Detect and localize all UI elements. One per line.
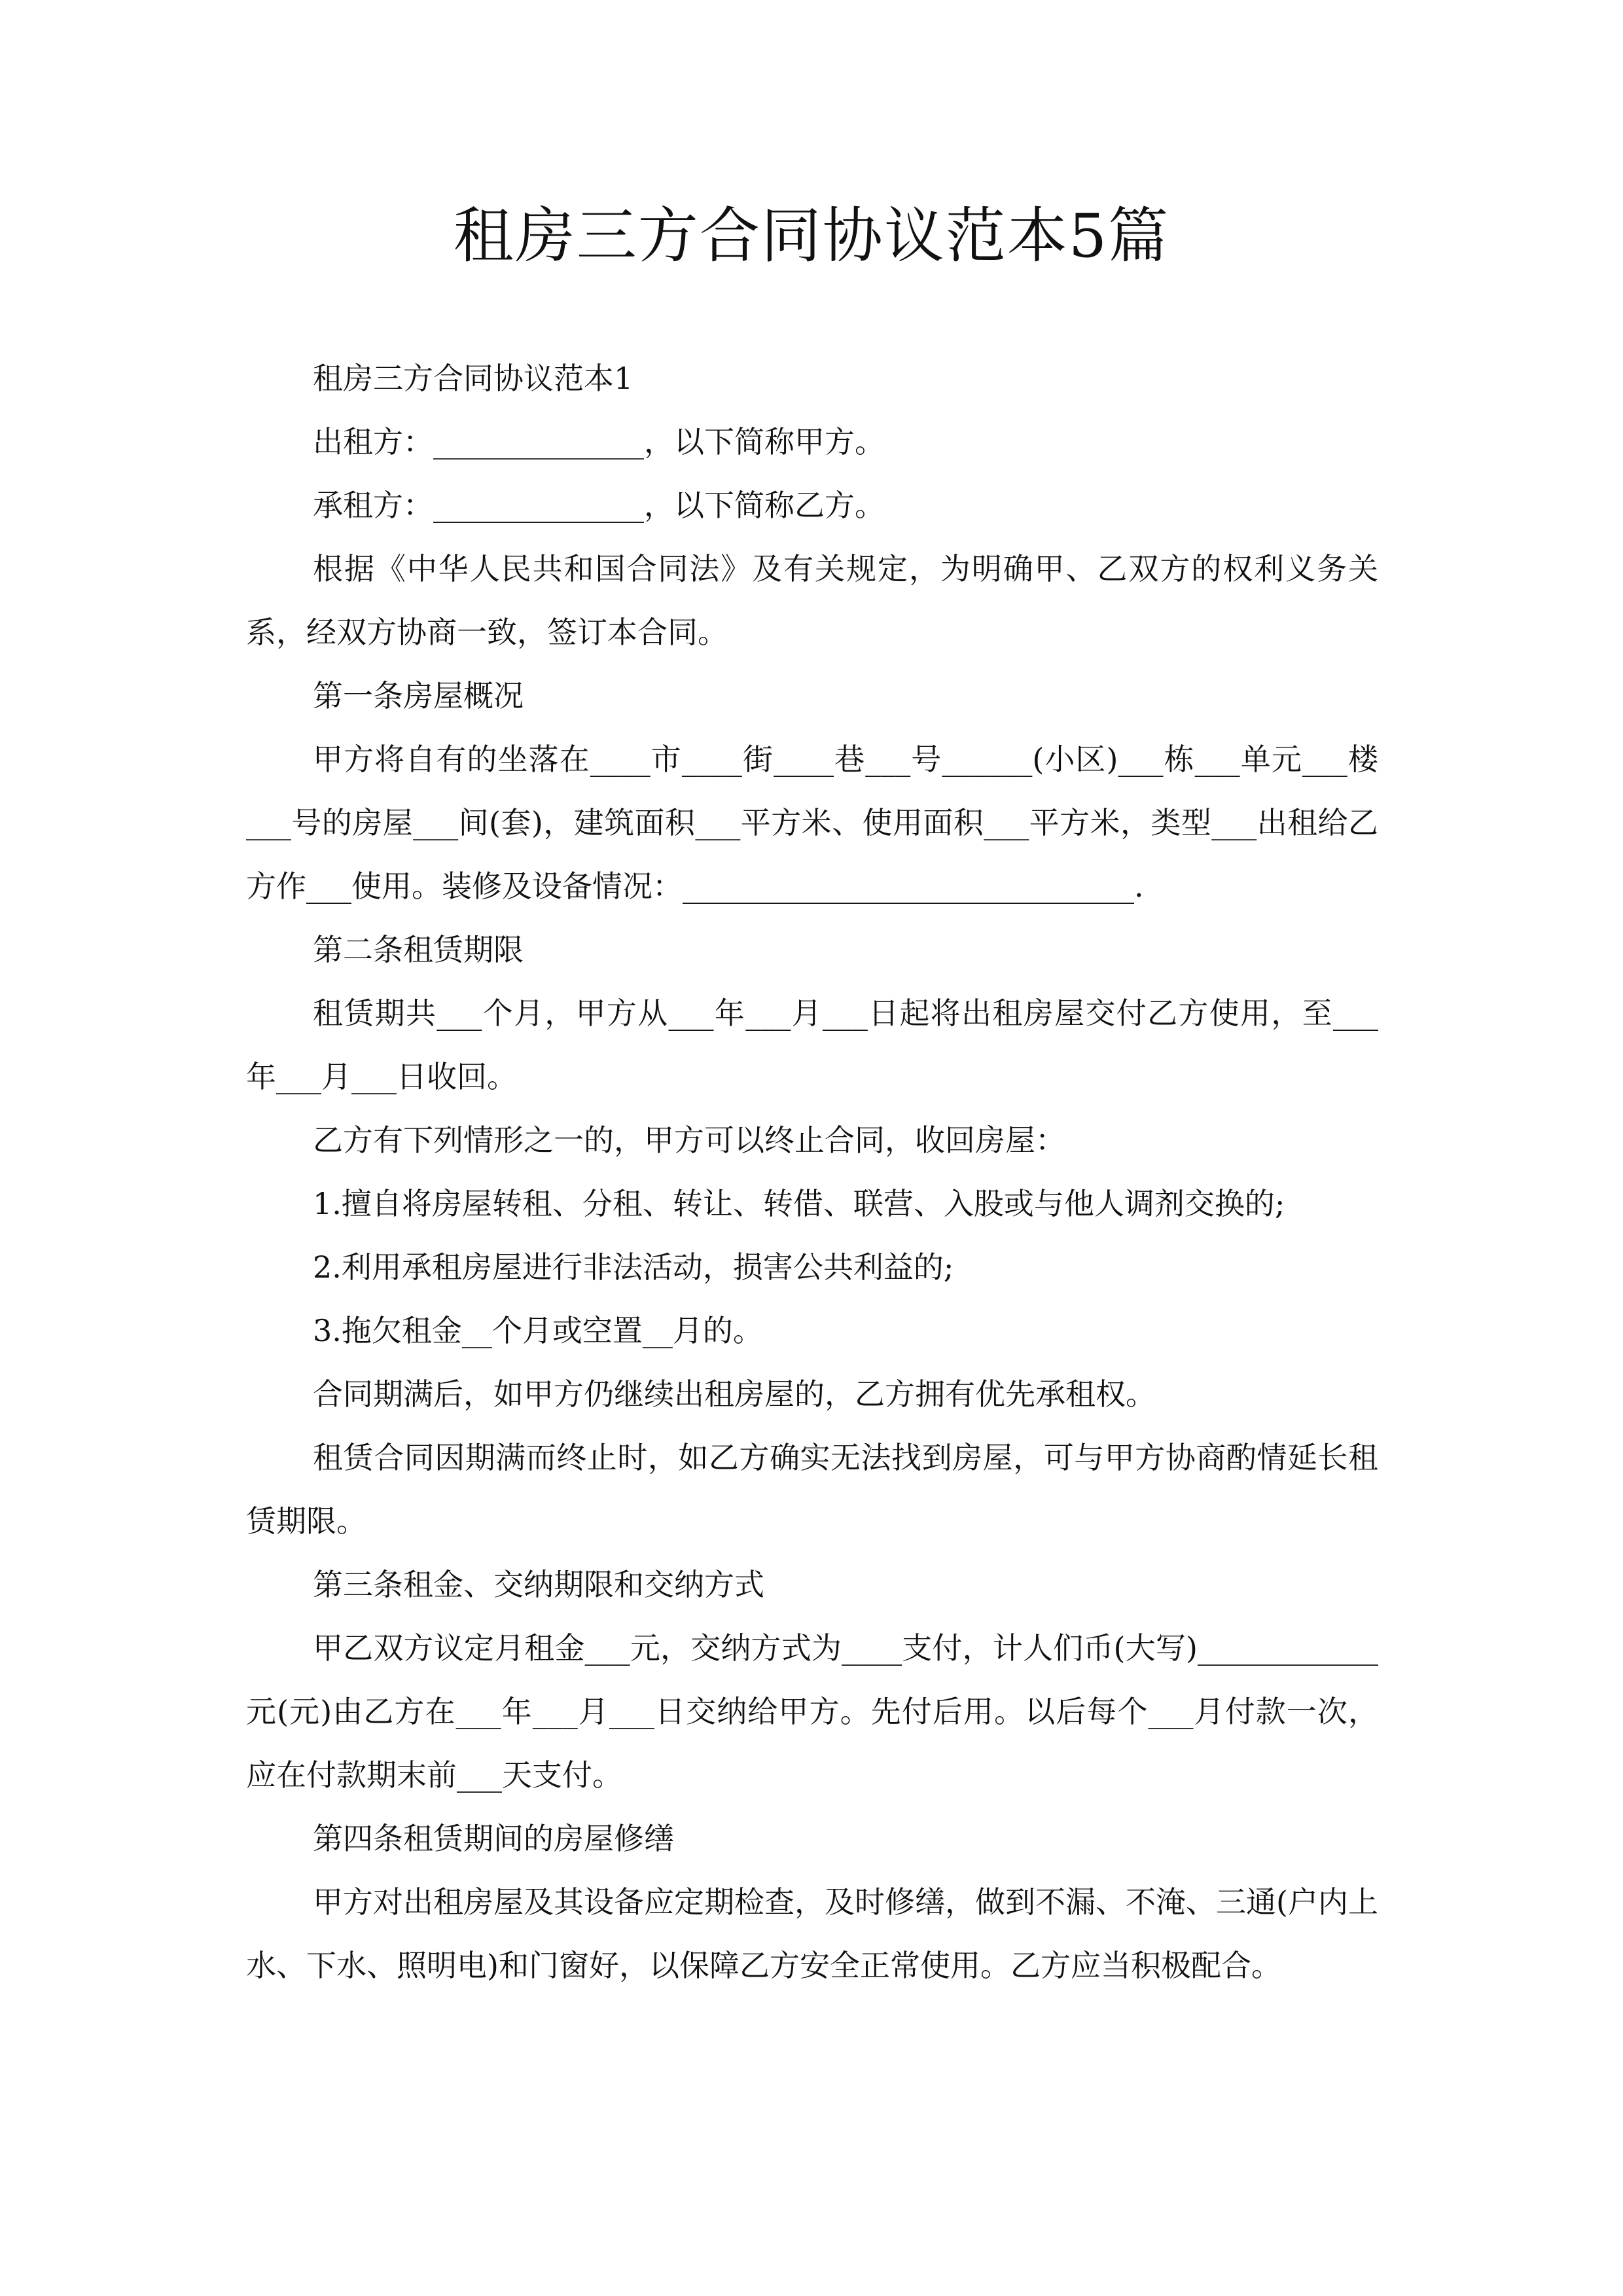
- preamble-paragraph: 根据《中华人民共和国合同法》及有关规定，为明确甲、乙双方的权利义务关系，经双方协商一致，签订本合同。: [246, 551, 1378, 650]
- document-body: [246, 347, 1378, 1998]
- article-3-paragraph: 甲乙双方议定月租金___元，交纳方式为____支付，计人们币(大写)____________元(元)由乙方在___年___月___日交纳给甲方。先付后用。以后每个___月付款一次，应在付款期末前___天支付。: [246, 1630, 1378, 1793]
- termination-item-3: 3.拖欠租金__个月或空置__月的。: [313, 1313, 763, 1348]
- article-1-paragraph: 甲方将自有的坐落在____市____街____巷___号______(小区)___栋___单元___楼___号的房屋___间(套)，建筑面积___平方米、使用面积___平方米，类型___出租给乙方作___使用。装修及设备情况：______________________________.: [246, 742, 1378, 904]
- article-4-heading: 第四条租赁期间的房屋修缮: [313, 1821, 674, 1856]
- termination-item-2: 2.利用承租房屋进行非法活动，损害公共利益的;: [313, 1249, 954, 1285]
- termination-intro: 乙方有下列情形之一的，甲方可以终止合同，收回房屋：: [313, 1122, 1065, 1158]
- article-1-heading: 第一条房屋概况: [313, 678, 524, 713]
- article-3-heading: 第三条租金、交纳期限和交纳方式: [313, 1567, 764, 1602]
- lessee-line: 承租方：______________，以下简称乙方。: [313, 488, 885, 523]
- section-heading: 租房三方合同协议范本1: [313, 361, 633, 396]
- extension-paragraph: 租赁合同因期满而终止时，如乙方确实无法找到房屋，可与甲方协商酌情延长租赁期限。: [246, 1440, 1378, 1539]
- termination-item-1: 1.擅自将房屋转租、分租、转让、转借、联营、入股或与他人调剂交换的;: [313, 1186, 1285, 1221]
- document-title: 租房三方合同协议范本5篇: [453, 201, 1170, 271]
- article-4-paragraph: 甲方对出租房屋及其设备应定期检查，及时修缮，做到不漏、不淹、三通(户内上水、下水、照明电)和门窗好，以保障乙方安全正常使用。乙方应当积极配合。: [246, 1884, 1378, 1983]
- lessor-line: 出租方：______________，以下简称甲方。: [313, 424, 885, 459]
- article-2-heading: 第二条租赁期限: [313, 932, 524, 967]
- article-2-paragraph: 租赁期共___个月，甲方从___年___月___日起将出租房屋交付乙方使用，至___年___月___日收回。: [246, 996, 1378, 1094]
- renewal-priority-paragraph: 合同期满后，如甲方仍继续出租房屋的，乙方拥有优先承租权。: [313, 1376, 1156, 1412]
